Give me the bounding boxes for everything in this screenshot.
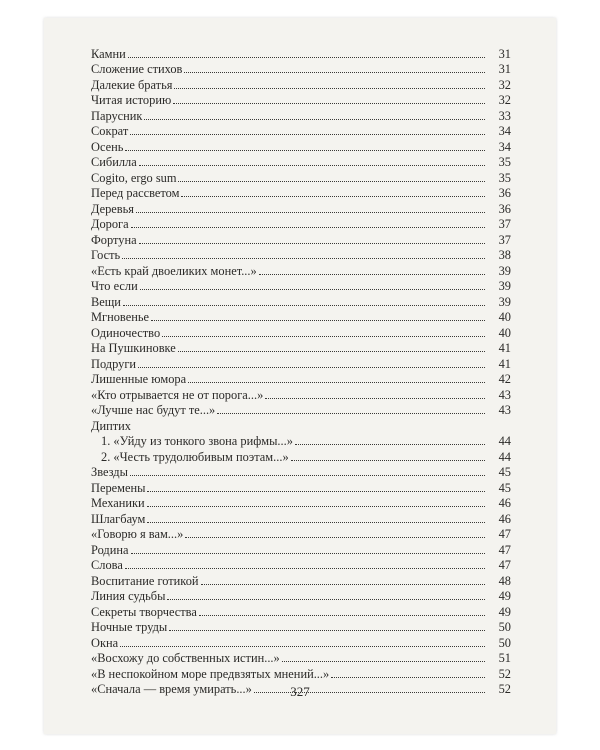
toc-entry-title: Подруги bbox=[91, 356, 137, 371]
toc-entry-title: Далекие братья bbox=[91, 77, 173, 92]
toc-entry-title: Сибилла bbox=[91, 155, 137, 169]
toc-entry-title: «Говорю я вам...» bbox=[91, 527, 184, 541]
toc-entry-title: «Восхожу до собственных истин...» bbox=[91, 651, 280, 665]
toc-entry bbox=[91, 76, 511, 92]
toc-entry bbox=[91, 107, 511, 123]
toc-entry-page: 39 bbox=[498, 294, 511, 309]
page-number: 327 bbox=[290, 684, 310, 699]
dot-leader bbox=[185, 536, 485, 538]
dot-leader bbox=[140, 288, 485, 290]
toc-entry bbox=[91, 92, 511, 108]
toc-entry-title: Cogito, ergo sum bbox=[91, 170, 177, 185]
dot-leader bbox=[181, 195, 485, 197]
toc-entry-title: Мгновенье bbox=[91, 310, 149, 324]
toc-entry-title: Воспитание готикой bbox=[91, 573, 199, 588]
book-page bbox=[44, 18, 556, 734]
toc-entry bbox=[91, 247, 511, 263]
toc-entry-page: 43 bbox=[498, 387, 511, 402]
toc-entry-page: 32 bbox=[498, 77, 511, 92]
toc-entry bbox=[91, 200, 511, 216]
toc-entry bbox=[91, 464, 511, 480]
dot-leader bbox=[147, 490, 485, 492]
toc-subentry bbox=[91, 433, 511, 449]
toc-group-heading bbox=[91, 417, 511, 433]
toc-entry bbox=[91, 61, 511, 77]
toc-entry bbox=[91, 557, 511, 573]
dot-leader bbox=[173, 102, 485, 104]
dot-leader bbox=[131, 226, 485, 228]
dot-leader bbox=[199, 614, 485, 616]
toc-entry-title: Секреты творчества bbox=[91, 604, 197, 619]
toc-entry-title: Окна bbox=[91, 635, 119, 650]
dot-leader bbox=[120, 645, 485, 647]
toc-entry bbox=[91, 526, 511, 542]
dot-leader bbox=[174, 87, 485, 89]
toc-entry bbox=[91, 123, 511, 139]
dot-leader bbox=[130, 474, 485, 476]
toc-entry bbox=[91, 324, 511, 340]
toc-entry-page: 32 bbox=[498, 93, 511, 107]
toc-entry-page: 49 bbox=[498, 589, 511, 603]
toc-entry-title: «Сначала — время умирать...» bbox=[91, 682, 252, 696]
toc-entry-title: Родина bbox=[91, 542, 129, 557]
dot-leader bbox=[259, 273, 485, 275]
toc-entry-title: Читая историю bbox=[91, 93, 172, 107]
dot-leader bbox=[167, 598, 485, 600]
dot-leader bbox=[122, 257, 485, 259]
toc-entry bbox=[91, 634, 511, 650]
dot-leader bbox=[139, 242, 485, 244]
toc-entry bbox=[91, 231, 511, 247]
toc-entry bbox=[91, 479, 511, 495]
toc-entry-title: 1. «Уйду из тонкого звона рифмы...» bbox=[101, 434, 293, 448]
dot-leader bbox=[125, 567, 485, 569]
dot-leader bbox=[265, 397, 485, 399]
dot-leader bbox=[291, 459, 485, 461]
toc-entry-title: Перед рассветом bbox=[91, 186, 180, 200]
toc-entry bbox=[91, 495, 511, 511]
toc-entry-page: 44 bbox=[498, 449, 511, 464]
dot-leader bbox=[136, 211, 485, 213]
toc-entry bbox=[91, 386, 511, 402]
toc-entry bbox=[91, 262, 511, 278]
dot-leader bbox=[144, 118, 485, 120]
toc-entry-page: 38 bbox=[498, 248, 511, 262]
toc-entry-title: «Лучше нас будут те...» bbox=[91, 403, 216, 417]
toc-entry-page: 41 bbox=[498, 356, 511, 371]
dot-leader bbox=[169, 629, 485, 631]
toc-entry-title: «Есть край двоеликих монет...» bbox=[91, 263, 257, 278]
toc-entry-page: 52 bbox=[498, 666, 511, 681]
toc-entry bbox=[91, 169, 511, 185]
toc-entry-page: 43 bbox=[498, 403, 511, 417]
toc-entry-page: 35 bbox=[498, 155, 511, 169]
toc-entry-title: «В неспокойном море предвзятых мнений...» bbox=[91, 666, 330, 681]
dot-leader bbox=[282, 660, 485, 662]
toc-entry bbox=[91, 138, 511, 154]
dot-leader bbox=[162, 335, 485, 337]
toc-entry bbox=[91, 45, 511, 61]
toc-entry-title: Линия судьбы bbox=[91, 589, 166, 603]
toc-entry-title: Вещи bbox=[91, 294, 121, 309]
dot-leader bbox=[178, 180, 485, 182]
dot-leader bbox=[178, 350, 485, 352]
dot-leader bbox=[217, 412, 485, 414]
toc-entry-title: Шлагбаум bbox=[91, 511, 146, 526]
toc-entry-title: 2. «Честь трудолюбивым поэтам...» bbox=[101, 449, 289, 464]
toc-entry-page: 34 bbox=[498, 124, 511, 138]
toc-entry-page: 51 bbox=[498, 651, 511, 665]
toc-entry-page: 44 bbox=[498, 434, 511, 448]
toc-entry-page: 49 bbox=[498, 604, 511, 619]
toc-entry-page: 48 bbox=[498, 573, 511, 588]
dot-leader bbox=[201, 583, 485, 585]
toc-entry-title: Осень bbox=[91, 139, 124, 154]
toc-entry-title: Гость bbox=[91, 248, 121, 262]
toc-entry-title: Слова bbox=[91, 558, 123, 572]
toc-entry bbox=[91, 650, 511, 666]
toc-entry bbox=[91, 293, 511, 309]
toc-entry-title: Звезды bbox=[91, 465, 128, 479]
toc-entry-page: 41 bbox=[498, 341, 511, 355]
dot-leader bbox=[184, 71, 485, 73]
toc-entry-title: Деревья bbox=[91, 201, 134, 216]
dot-leader bbox=[139, 164, 485, 166]
toc-entry bbox=[91, 185, 511, 201]
toc-entry-page: 36 bbox=[498, 186, 511, 200]
toc-entry bbox=[91, 619, 511, 635]
toc-entry-title: Перемены bbox=[91, 480, 146, 495]
toc-entry-page: 46 bbox=[498, 496, 511, 510]
toc-entry bbox=[91, 603, 511, 619]
dot-leader bbox=[151, 319, 485, 321]
toc-entry-page: 33 bbox=[498, 108, 511, 123]
toc-entry-title: Фортуна bbox=[91, 232, 137, 247]
toc-entry-page: 46 bbox=[498, 511, 511, 526]
dot-leader bbox=[188, 381, 485, 383]
toc-entry bbox=[91, 355, 511, 371]
toc-entry bbox=[91, 572, 511, 588]
toc-entry-page: 37 bbox=[498, 232, 511, 247]
toc-entry-page: 37 bbox=[498, 217, 511, 231]
toc-entry bbox=[91, 371, 511, 387]
toc-subentry bbox=[91, 448, 511, 464]
dot-leader bbox=[295, 443, 485, 445]
toc-entry-page: 50 bbox=[498, 635, 511, 650]
toc-entry-title: Дорога bbox=[91, 217, 129, 231]
toc-entry-page: 52 bbox=[498, 682, 511, 696]
toc-entry bbox=[91, 278, 511, 294]
dot-leader bbox=[331, 676, 485, 678]
toc-entry-title: Ночные труды bbox=[91, 620, 168, 634]
toc-entry bbox=[91, 588, 511, 604]
dot-leader bbox=[130, 133, 485, 135]
toc-entry-title: Камни bbox=[91, 46, 126, 61]
table-of-contents bbox=[91, 45, 511, 696]
toc-entry-page: 39 bbox=[498, 279, 511, 293]
toc-entry-page: 31 bbox=[498, 46, 511, 61]
toc-entry-title: На Пушкиновке bbox=[91, 341, 176, 355]
toc-entry bbox=[91, 154, 511, 170]
dot-leader bbox=[138, 366, 485, 368]
toc-entry-page: 31 bbox=[498, 62, 511, 76]
toc-entry-page: 35 bbox=[498, 170, 511, 185]
dot-leader bbox=[131, 552, 486, 554]
toc-entry bbox=[91, 309, 511, 325]
toc-entry bbox=[91, 340, 511, 356]
toc-entry bbox=[91, 402, 511, 418]
dot-leader bbox=[125, 149, 485, 151]
toc-entry-title: Одиночество bbox=[91, 325, 161, 340]
toc-entry bbox=[91, 216, 511, 232]
dot-leader bbox=[147, 521, 485, 523]
toc-entry-page: 45 bbox=[498, 465, 511, 479]
toc-entry-title: Что если bbox=[91, 279, 138, 293]
toc-entry-page: 47 bbox=[498, 527, 511, 541]
toc-entry-title: Сократ bbox=[91, 124, 129, 138]
dot-leader bbox=[128, 56, 485, 58]
toc-entry-page: 34 bbox=[498, 139, 511, 154]
toc-entry-page: 45 bbox=[498, 480, 511, 495]
toc-entry-title: Лишенные юмора bbox=[91, 372, 187, 386]
toc-entry-page: 42 bbox=[498, 372, 511, 386]
toc-entry-page: 50 bbox=[498, 620, 511, 634]
dot-leader bbox=[147, 505, 485, 507]
toc-entry-page: 36 bbox=[498, 201, 511, 216]
toc-entry-title: Сложение стихов bbox=[91, 62, 183, 76]
toc-entry bbox=[91, 665, 511, 681]
toc-entry-title: Парусник bbox=[91, 108, 143, 123]
toc-entry-page: 39 bbox=[498, 263, 511, 278]
toc-entry-title: Диптих bbox=[91, 418, 131, 433]
toc-entry-title: Механики bbox=[91, 496, 145, 510]
toc-entry-page: 40 bbox=[498, 325, 511, 340]
toc-entry-page: 40 bbox=[498, 310, 511, 324]
toc-entry bbox=[91, 541, 511, 557]
toc-entry-title: «Кто отрывается не от порога...» bbox=[91, 387, 264, 402]
toc-entry-page: 47 bbox=[498, 558, 511, 572]
toc-entry bbox=[91, 510, 511, 526]
toc-entry-page: 47 bbox=[498, 542, 511, 557]
dot-leader bbox=[123, 304, 485, 306]
